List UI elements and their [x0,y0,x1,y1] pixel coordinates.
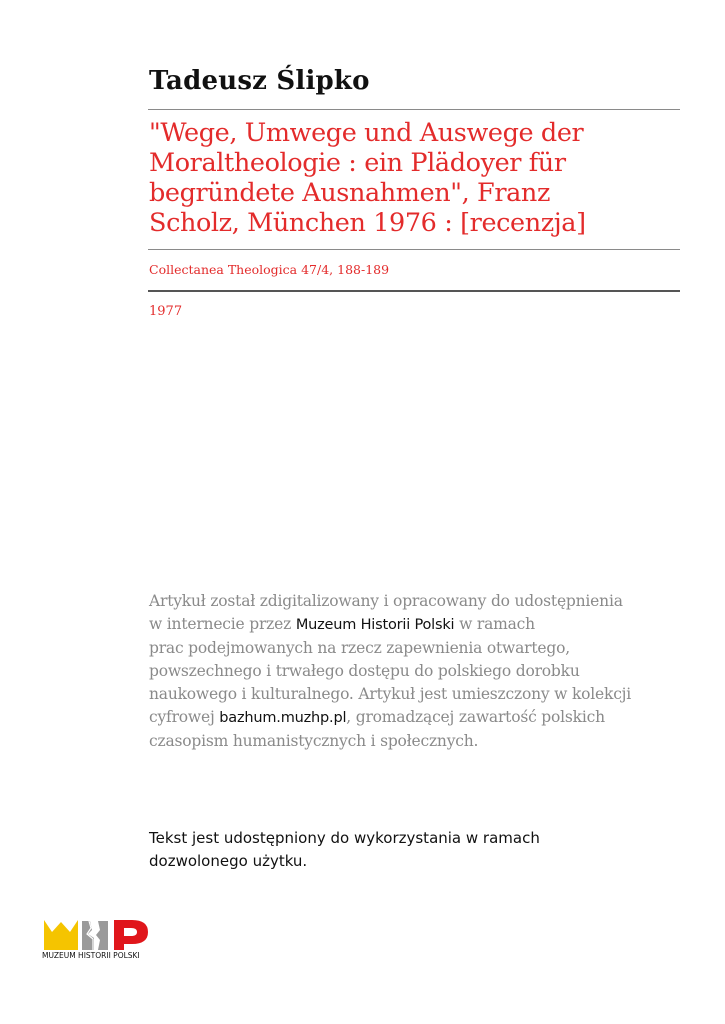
logo-m-crown-icon [44,920,78,950]
document-title [149,118,679,238]
notice-text: cyfrowej [149,708,220,726]
notice-text: w internecie przez [149,615,296,633]
notice-text: w ramach [454,615,535,633]
divider-middle [148,249,680,250]
notice-line: naukowego i kulturalnego. Artykuł jest umieszczony w kolekcji [149,685,632,703]
title-line: begründete Ausnahmen", Franz [149,178,550,208]
title-line: "Wege, Umwege und Auswege der [149,118,584,148]
source-citation: Collectanea Theologica 47/4, 188-189 [149,262,390,277]
title-line: Moraltheologie : ein Plädoyer für [149,148,566,178]
notice-line: powszechnego i trwałego dostępu do polskiego dorobku [149,662,580,680]
logo-caption: MUZEUM HISTORII POLSKI [42,951,140,960]
notice-line: czasopism humanistycznych i społecznych. [149,732,479,750]
author-name: Tadeusz Ślipko [149,66,370,96]
notice-line: prac podejmowanych na rzecz zapewnienia otwartego, [149,639,570,657]
museum-logo [42,918,162,968]
logo-p-icon [114,920,148,950]
notice-line [149,613,689,637]
publication-year: 1977 [149,304,183,319]
title-line: Scholz, München 1976 : [recenzja] [149,208,586,238]
notice-line [149,706,689,730]
license-line: dozwolonego użytku. [149,852,308,870]
divider-bottom [148,290,680,292]
notice-line: Artykuł został zdigitalizowany i opracowany do udostępnienia [149,592,623,610]
museum-link[interactable]: Muzeum Historii Polski [295,617,455,633]
notice-text: , gromadzącej zawartość polskich [346,708,605,726]
logo-h-profile-icon [82,921,108,950]
license-line: Tekst jest udostępniony do wykorzystania w ramach [149,829,540,847]
digitization-notice [149,590,689,753]
bazhum-link[interactable]: bazhum.muzhp.pl [219,710,347,726]
divider-top [148,109,680,110]
license-notice [149,827,689,873]
